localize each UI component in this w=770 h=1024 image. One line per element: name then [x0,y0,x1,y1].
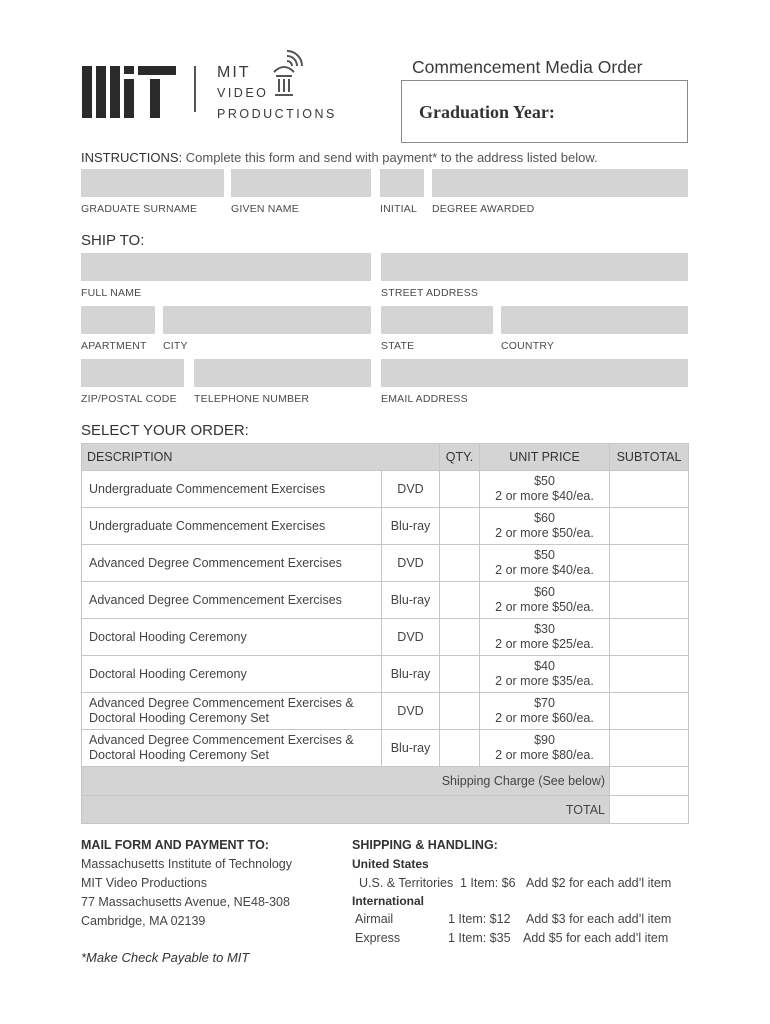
brand-productions: PRODUCTIONS [217,107,337,121]
item-price: $30 2 or more $25/ea. [480,619,610,656]
item-description: Advanced Degree Commencement Exercises [82,545,382,582]
qty-input[interactable] [440,656,480,693]
item-format: Blu-ray [382,656,440,693]
item-format: DVD [382,545,440,582]
subtotal-cell[interactable] [610,730,689,767]
item-description: Undergraduate Commencement Exercises [82,471,382,508]
state-field[interactable] [381,306,493,334]
airmail-additional: Add $3 for each add’l item [526,912,672,926]
zip-field[interactable] [81,359,184,387]
given-name-label: GIVEN NAME [231,203,299,215]
city-label: CITY [163,340,188,352]
item-description: Doctoral Hooding Ceremony [82,656,382,693]
instructions [81,150,598,165]
item-price: $50 2 or more $40/ea. [480,545,610,582]
full-name-field[interactable] [81,253,371,281]
city-field[interactable] [163,306,371,334]
express-first-item: 1 Item: $35 [448,931,511,945]
qty-input[interactable] [440,471,480,508]
select-order-heading: SELECT YOUR ORDER: [81,422,249,439]
degree-awarded-label: DEGREE AWARDED [432,203,535,215]
mail-address-line: Massachusetts Institute of Technology [81,857,292,871]
item-price: $60 2 or more $50/ea. [480,508,610,545]
graduate-surname-field[interactable] [81,169,224,197]
order-table [81,443,689,824]
apartment-label: APARTMENT [81,340,147,352]
shipping-row [82,767,689,796]
item-price: $60 2 or more $50/ea. [480,582,610,619]
brand-video: VIDEO [217,86,269,100]
item-price: $70 2 or more $60/ea. [480,693,610,730]
column-description: DESCRIPTION [82,444,440,471]
country-field[interactable] [501,306,688,334]
column-unit-price: UNIT PRICE [480,444,610,471]
subtotal-cell[interactable] [610,693,689,730]
express-label: Express [355,931,401,945]
qty-input[interactable] [440,619,480,656]
item-format: DVD [382,693,440,730]
shipping-charge-cell[interactable] [610,767,689,796]
instructions-text: Complete this form and send with payment* to the address listed below. [185,150,598,165]
table-row [82,582,689,619]
brand-mit: MIT [217,64,251,81]
column-subtotal: SUBTOTAL [610,444,689,471]
qty-input[interactable] [440,730,480,767]
table-row [82,508,689,545]
building-broadcast-icon [272,50,308,98]
logo-divider [194,66,196,112]
graduation-year-box[interactable] [401,80,688,143]
qty-input[interactable] [440,693,480,730]
payable-note: *Make Check Payable to MIT [81,950,250,965]
apartment-field[interactable] [81,306,155,334]
email-field[interactable] [381,359,688,387]
mail-to-heading: MAIL FORM AND PAYMENT TO: [81,838,269,852]
subtotal-cell[interactable] [610,656,689,693]
graduation-year-label: Graduation Year: [419,102,555,122]
item-description: Doctoral Hooding Ceremony [82,619,382,656]
item-description: Advanced Degree Commencement Exercises [82,582,382,619]
qty-input[interactable] [440,545,480,582]
full-name-label: FULL NAME [81,287,142,299]
mail-address-line: MIT Video Productions [81,876,207,890]
table-row [82,545,689,582]
email-label: EMAIL ADDRESS [381,393,468,405]
street-address-field[interactable] [381,253,688,281]
item-format: DVD [382,619,440,656]
item-price: $90 2 or more $80/ea. [480,730,610,767]
total-cell[interactable] [610,796,689,824]
item-description: Undergraduate Commencement Exercises [82,508,382,545]
table-row [82,471,689,508]
item-description: Advanced Degree Commencement Exercises & Doctoral Hooding Ceremony Set [82,730,382,767]
form-title: Commencement Media Order [412,57,643,77]
column-qty: QTY. [440,444,480,471]
qty-input[interactable] [440,582,480,619]
mit-logo [82,66,177,118]
telephone-label: TELEPHONE NUMBER [194,393,310,405]
given-name-field[interactable] [231,169,371,197]
item-format: Blu-ray [382,582,440,619]
airmail-label: Airmail [355,912,394,926]
item-format: Blu-ray [382,508,440,545]
total-row [82,796,689,824]
item-format: Blu-ray [382,730,440,767]
item-description: Advanced Degree Commencement Exercises & Doctoral Hooding Ceremony Set [82,693,382,730]
us-first-item: 1 Item: $6 [460,876,516,890]
table-row [82,693,689,730]
graduate-surname-label: GRADUATE SURNAME [81,203,198,215]
degree-awarded-field[interactable] [432,169,688,197]
subtotal-cell[interactable] [610,471,689,508]
us-additional: Add $2 for each add’l item [526,876,672,890]
initial-label: INITIAL [380,203,417,215]
us-heading: United States [352,857,429,871]
country-label: COUNTRY [501,340,555,352]
item-format: DVD [382,471,440,508]
ship-to-heading: SHIP TO: [81,232,145,249]
subtotal-cell[interactable] [610,582,689,619]
telephone-field[interactable] [194,359,371,387]
subtotal-cell[interactable] [610,619,689,656]
instructions-label: INSTRUCTIONS: [81,150,183,165]
table-row [82,656,689,693]
airmail-first-item: 1 Item: $12 [448,912,511,926]
zip-label: ZIP/POSTAL CODE [81,393,177,405]
mail-address-line: 77 Massachusetts Avenue, NE48-308 [81,895,290,909]
express-additional: Add $5 for each add’l item [523,931,669,945]
table-row [82,730,689,767]
mail-address-line: Cambridge, MA 02139 [81,914,206,928]
state-label: STATE [381,340,415,352]
item-price: $40 2 or more $35/ea. [480,656,610,693]
shipping-charge-label: Shipping Charge (See below) [82,767,610,796]
table-row [82,619,689,656]
order-table-header [82,444,689,471]
initial-field[interactable] [380,169,424,197]
subtotal-cell[interactable] [610,545,689,582]
total-label: TOTAL [82,796,610,824]
shipping-heading: SHIPPING & HANDLING: [352,838,498,852]
international-heading: International [352,894,425,908]
subtotal-cell[interactable] [610,508,689,545]
us-territories-label: U.S. & Territories [359,876,454,890]
street-address-label: STREET ADDRESS [381,287,479,299]
item-price: $50 2 or more $40/ea. [480,471,610,508]
qty-input[interactable] [440,508,480,545]
